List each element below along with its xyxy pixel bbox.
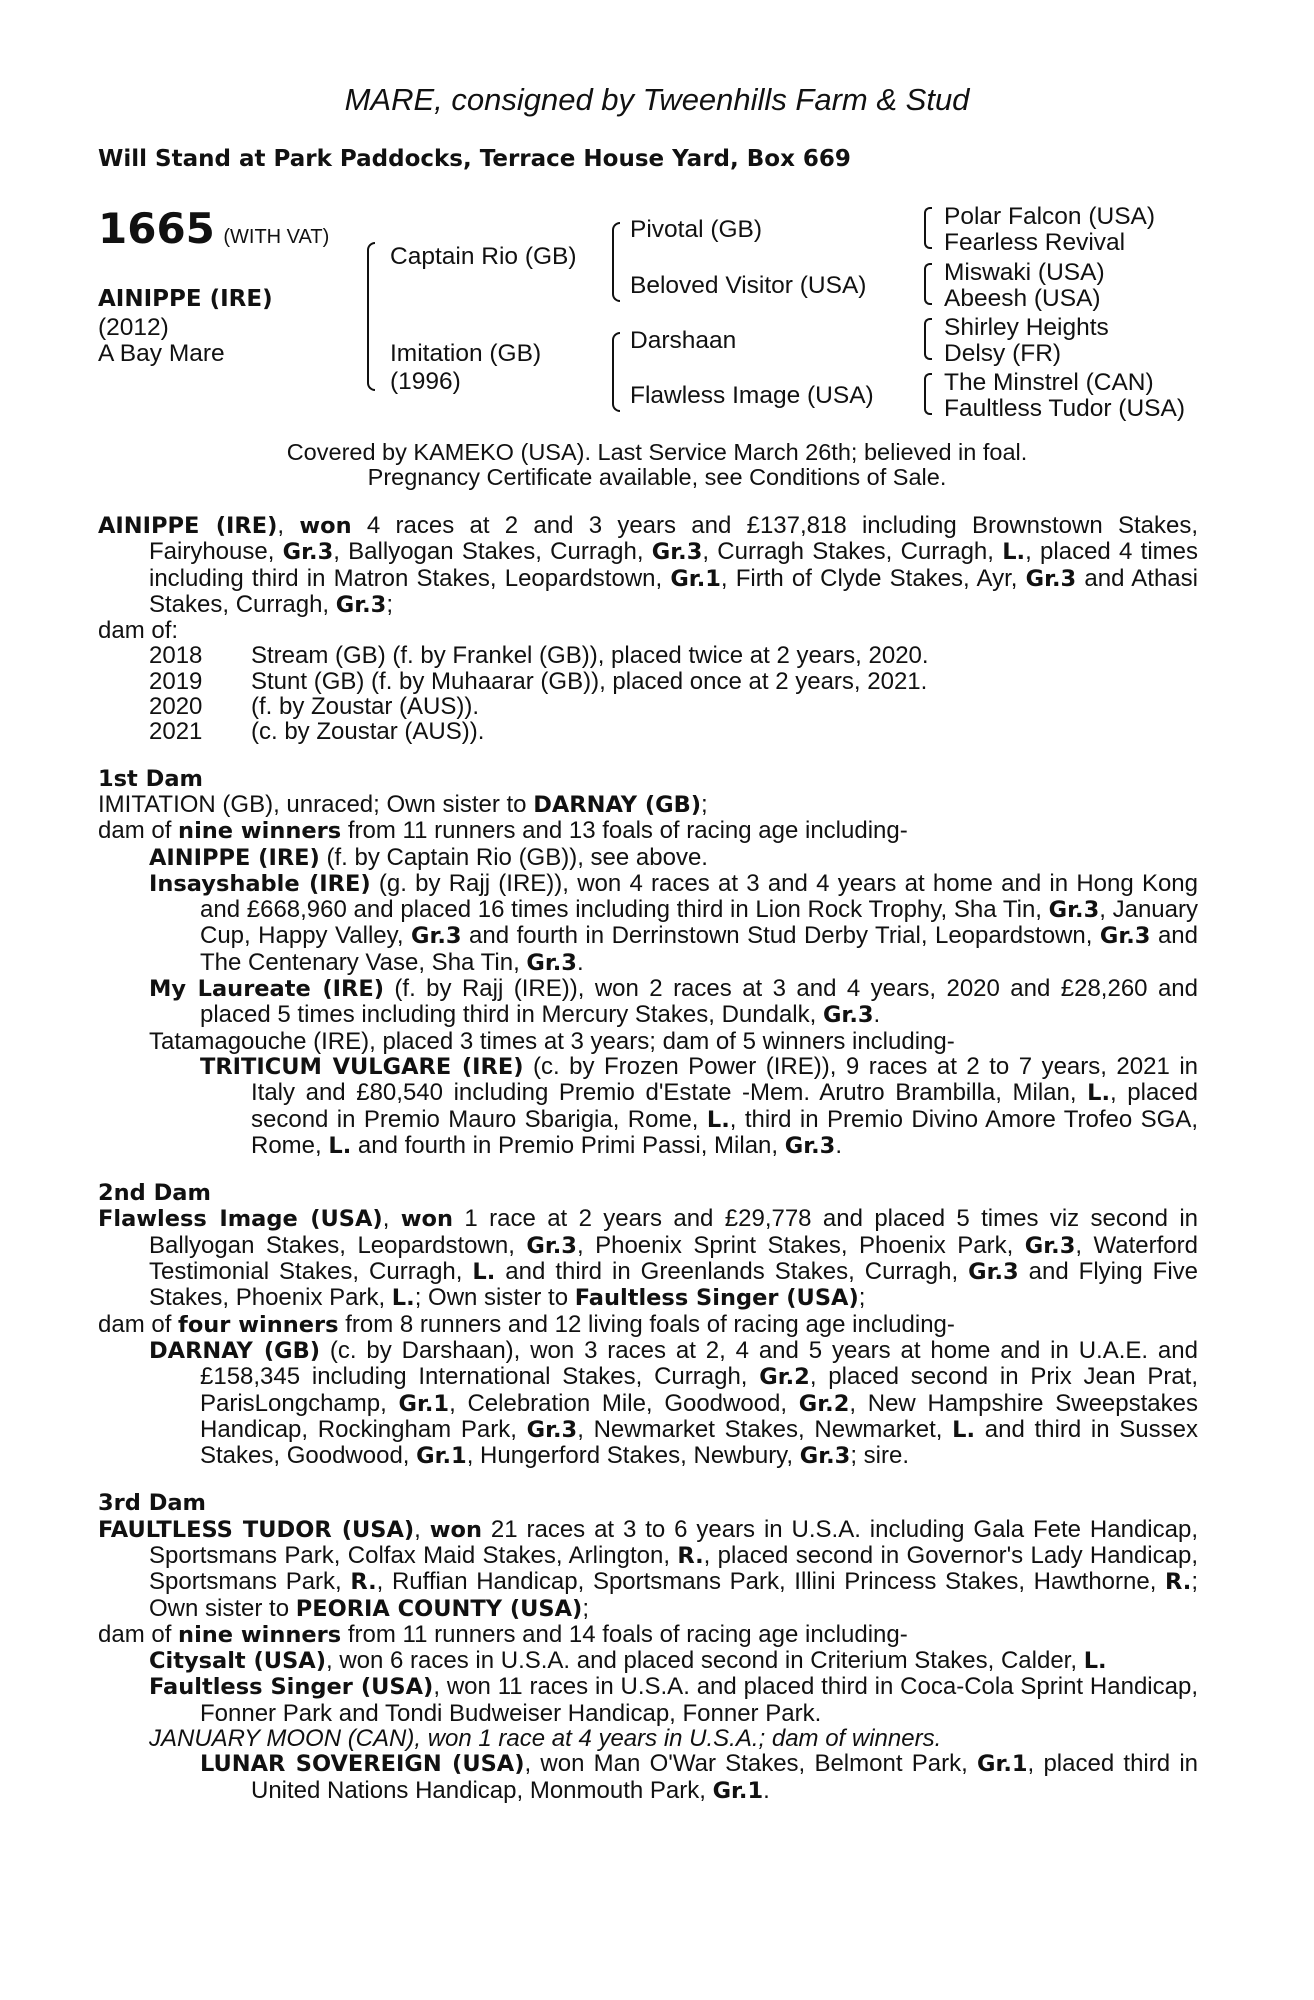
pedigree-brace-2a: [612, 222, 620, 302]
second-dam-heading: 2nd Dam: [98, 1180, 211, 1207]
third-dam-entry: Faultless Singer (USA), won 11 races in U.S.A. and placed third in Coca-Cola Sprint Handicap, Fonner Park and Tondi Budweiser Handicap, Fonner Park.: [149, 1673, 1199, 1727]
ggp-shirley-heights: Shirley Heights: [944, 314, 1109, 341]
sire-sire: Pivotal (GB): [630, 216, 763, 243]
third-dam-entry: Citysalt (USA), won 6 races in U.S.A. and placed second in Criterium Stakes, Calder, L.: [149, 1647, 1107, 1675]
third-dam-heading: 3rd Dam: [98, 1490, 206, 1517]
produce-row: 2019 Stunt (GB) (f. by Muhaarar (GB)), placed once at 2 years, 2021.: [149, 667, 928, 695]
pedigree-brace-3b: [924, 263, 932, 305]
catalogue-title: MARE, consigned by Tweenhills Farm & Stud: [344, 82, 970, 117]
ggp-polar-falcon: Polar Falcon (USA): [944, 203, 1156, 230]
ggp-fearless-revival: Fearless Revival: [944, 229, 1126, 256]
pedigree-brace-3c: [924, 318, 932, 360]
dam-of-label: dam of:: [98, 617, 179, 645]
dam: Imitation (GB): [390, 340, 542, 367]
ggp-delsy: Delsy (FR): [944, 340, 1062, 367]
ggp-abeesh: Abeesh (USA): [944, 285, 1101, 312]
pedigree-brace-2b: [612, 332, 620, 412]
produce-row: 2018 Stream (GB) (f. by Frankel (GB)), placed twice at 2 years, 2020.: [149, 642, 929, 670]
horse-description: A Bay Mare: [98, 340, 225, 367]
stand-location: Will Stand at Park Paddocks, Terrace House Yard, Box 669: [98, 146, 851, 172]
horse-name: AINIPPE (IRE): [98, 286, 273, 312]
third-dam-entry: LUNAR SOVEREIGN (USA), won Man O'War Stakes, Belmont Park, Gr.1, placed third in United Nations Handicap, Monmouth Park, Gr.1.: [200, 1750, 1199, 1804]
produce-row: 2020 (f. by Zoustar (AUS)).: [149, 693, 480, 721]
first-dam-entry: AINIPPE (IRE) (f. by Captain Rio (GB)), see above.: [149, 843, 708, 871]
third-dam-entry: JANUARY MOON (CAN), won 1 race at 4 years in U.S.A.; dam of winners.: [149, 1725, 942, 1753]
sire: Captain Rio (GB): [390, 243, 577, 270]
race-record: AINIPPE (IRE), won 4 races at 2 and 3 years and £137,818 including Brownstown Stakes, Fairyhouse, Gr.3, Ballyogan Stakes, Curragh, Gr.3, Curragh Stakes, Curragh, L., placed 4 times including third in Matron Stakes, Leopardstown, Gr.1, Firth of Clyde Stakes, Ayr, Gr.3 and Athasi Stakes, Curragh, Gr.3;: [98, 512, 1199, 618]
first-dam-summary: dam of nine winners from 11 runners and 13 foals of racing age including-: [98, 817, 908, 845]
pedigree-brace-3a: [924, 207, 932, 249]
produce-row: 2021 (c. by Zoustar (AUS)).: [149, 718, 485, 746]
dam-sire: Darshaan: [630, 327, 737, 354]
catalogue-body: [98, 513, 1198, 1804]
second-dam-summary: dam of four winners from 8 runners and 12 living foals of racing age including-: [98, 1310, 955, 1338]
ggp-miswaki: Miswaki (USA): [944, 259, 1105, 286]
ggp-faultless-tudor: Faultless Tudor (USA): [944, 395, 1185, 422]
first-dam-heading: 1st Dam: [98, 765, 203, 792]
lot-number: 1665: [98, 204, 215, 253]
dam-dam: Flawless Image (USA): [630, 382, 874, 409]
second-dam-entry: DARNAY (GB) (c. by Darshaan), won 3 races at 2, 4 and 5 years at home and in U.A.E. and £158,345 including International Stakes, Curragh, Gr.2, placed second in Prix Jean Prat, ParisLongchamp, Gr.1, Celebration Mile, Goodwood, Gr.2, New Hampshire Sweepstakes Handicap, Rockingham Park, Gr.3, Newmarket Stakes, Newmarket, L. and third in Sussex Stakes, Goodwood, Gr.1, Hungerford Stakes, Newbury, Gr.3; sire.: [149, 1336, 1199, 1470]
second-dam-record: Flawless Image (USA), won 1 race at 2 years and £29,778 and placed 5 times viz second in Ballyogan Stakes, Leopardstown, Gr.3, Phoenix Sprint Stakes, Phoenix Park, Gr.3, Waterford Testimonial Stakes, Curragh, L. and third in Greenlands Stakes, Curragh, Gr.3 and Flying Five Stakes, Phoenix Park, L.; Own sister to Faultless Singer (USA);: [98, 1205, 1199, 1312]
third-dam-record: FAULTLESS TUDOR (USA), won 21 races at 3 to 6 years in U.S.A. including Gala Fete Handicap, Sportsmans Park, Colfax Maid Stakes, Arlington, R., placed second in Governor's Lady Handicap, Sportsmans Park, R., Ruffian Handicap, Sportsmans Park, Illini Princess Stakes, Hawthorne, R.; Own sister to PEORIA COUNTY (USA);: [98, 1515, 1198, 1622]
first-dam-entry: My Laureate (IRE) (f. by Rajj (IRE)), won 2 races at 3 and 4 years, 2020 and £28,260 and placed 5 times including third in Mercury Stakes, Dundalk, Gr.3.: [149, 975, 1198, 1029]
first-dam-entry: Tatamagouche (IRE), placed 3 times at 3 years; dam of 5 winners including-: [149, 1027, 955, 1055]
first-dam-line: IMITATION (GB), unraced; Own sister to DARNAY (GB);: [98, 790, 708, 818]
foaling-year: (2012): [98, 314, 169, 341]
first-dam-entry: TRITICUM VULGARE (IRE) (c. by Frozen Power (IRE)), 9 races at 2 to 7 years, 2021 in Italy and £80,540 including Premio d'Estate -Mem. Arutro Brambilla, Milan, L., placed second in Premio Mauro Sbarigia, Rome, L., third in Premio Divino Amore Trofeo SGA, Rome, L. and fourth in Premio Primi Passi, Milan, Gr.3.: [200, 1052, 1199, 1159]
ggp-the-minstrel: The Minstrel (CAN): [944, 369, 1154, 396]
pedigree-brace-1: [367, 242, 375, 391]
vat-label: (WITH VAT): [223, 226, 330, 248]
pedigree-brace-3d: [924, 373, 932, 415]
sire-dam: Beloved Visitor (USA): [630, 272, 867, 299]
covered-line: Covered by KAMEKO (USA). Last Service March 26th; believed in foal.: [286, 439, 1028, 465]
pregnancy-line: Pregnancy Certificate available, see Conditions of Sale.: [367, 464, 947, 490]
lot-number-block: [98, 204, 329, 253]
third-dam-summary: dam of nine winners from 11 runners and 14 foals of racing age including-: [98, 1620, 908, 1648]
dam-year: (1996): [390, 368, 461, 395]
first-dam-entry: Insayshable (IRE) (g. by Rajj (IRE)), won 4 races at 3 and 4 years at home and in Hong Kong and £668,960 and placed 16 times including third in Lion Rock Trophy, Sha Tin, Gr.3, January Cup, Happy Valley, Gr.3 and fourth in Derrinstown Stud Derby Trial, Leopardstown, Gr.3 and The Centenary Vase, Sha Tin, Gr.3.: [149, 869, 1199, 976]
